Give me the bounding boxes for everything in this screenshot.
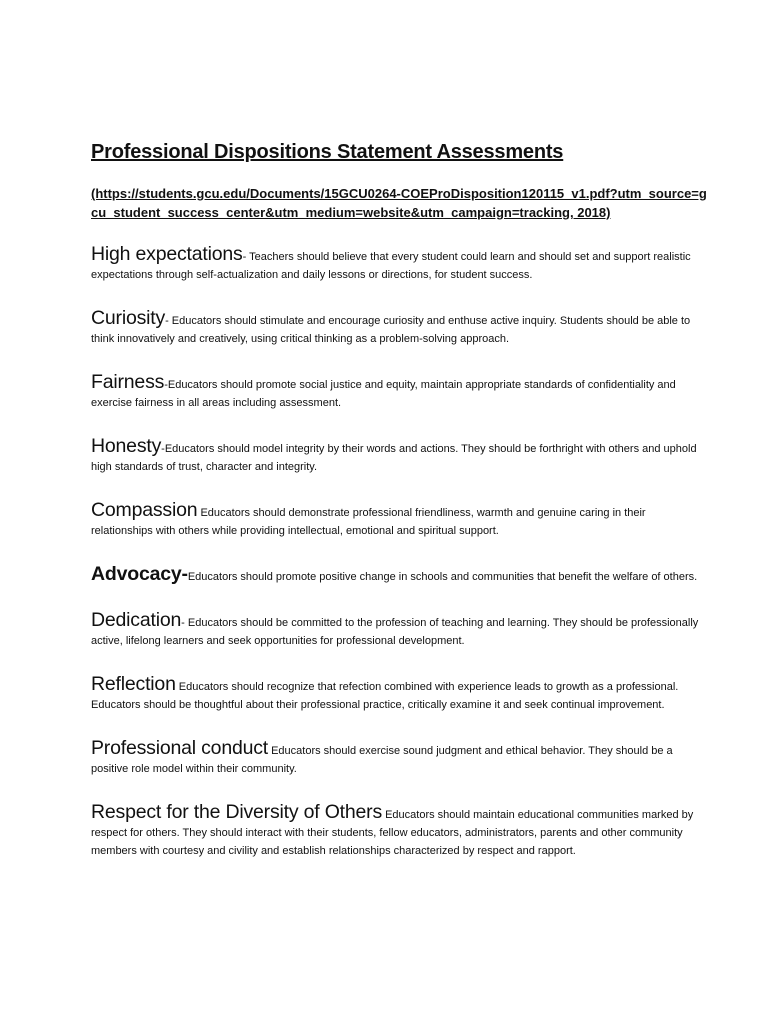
disposition-fairness: [91, 370, 708, 412]
disposition-separator: -: [161, 443, 165, 455]
disposition-description: Educators should stimulate and encourage curiosity and enthuse active inquiry. Students should be able to think innovatively and creatively, using critical thinking as a problem-solving approach.: [91, 315, 691, 345]
disposition-description: Teachers should believe that every student could learn and should set and support realistic expectations through self-actualization and daily lessons or directions, for student success.: [91, 251, 691, 281]
disposition-term: Fairness: [91, 371, 165, 393]
disposition-term: Dedication: [91, 609, 182, 631]
disposition-term: Curiosity: [91, 307, 166, 329]
disposition-separator: -: [242, 251, 250, 263]
disposition-description: Educators should maintain educational communities marked by respect for others. They should interact with their students, fellow educators, administrators, parents and other community members with courtesy and civility and establish relationships characterized by respect and rapport.: [91, 809, 694, 857]
disposition-curiosity: [91, 306, 708, 348]
disposition-term: Honesty: [91, 435, 162, 457]
disposition-description: Educators should recognize that refection combined with experience leads to growth as a professional. Educators should be thoughtful about their professional practice, critically examine it and seek continual improvement.: [91, 681, 679, 711]
disposition-dedication: [91, 608, 708, 650]
disposition-honesty: [91, 434, 708, 476]
disposition-separator: -: [181, 617, 188, 629]
disposition-term: Professional conduct: [91, 737, 269, 759]
disposition-term: Reflection: [91, 673, 176, 695]
disposition-description: Educators should demonstrate professional friendliness, warmth and genuine caring in their relationships with others while providing intellectual, emotional and spiritual support.: [91, 507, 646, 537]
disposition-description: Educators should promote positive change in schools and communities that benefit the welfare of others.: [187, 571, 698, 583]
disposition-separator: -: [164, 379, 168, 391]
disposition-term: Respect for the Diversity of Others: [91, 801, 383, 823]
disposition-description: Educators should promote social justice and equity, maintain appropriate standards of confidentiality and exercise fairness in all areas including assessment.: [91, 379, 676, 409]
disposition-respect-diversity: [91, 800, 708, 860]
disposition-compassion: [91, 498, 708, 540]
disposition-reflection: [91, 672, 708, 714]
disposition-high-expectations: [91, 242, 708, 284]
disposition-description: Educators should be committed to the profession of teaching and learning. They should be professionally active, lifelong learners and seek opportunities for professional development.: [91, 617, 699, 647]
disposition-term: Advocacy: [91, 563, 182, 585]
disposition-professional-conduct: [91, 736, 708, 778]
citation-link[interactable]: (https://students.gcu.edu/Documents/15GCU0264-COEProDisposition120115_v1.pdf?utm_source=gcu_student_success_center&utm_medium=website&utm_campaign=tracking, 2018): [91, 186, 707, 220]
disposition-advocacy: [91, 562, 708, 586]
document-title: Professional Dispositions Statement Assessments: [91, 141, 564, 163]
disposition-description: Educators should exercise sound judgment and ethical behavior. They should be a positive role model within their community.: [91, 745, 673, 775]
disposition-separator: -: [165, 315, 172, 327]
disposition-description: Educators should model integrity by their words and actions. They should be forthright with others and uphold high standards of trust, character and integrity.: [91, 443, 697, 473]
disposition-term: Compassion: [91, 499, 198, 521]
disposition-separator: -: [181, 563, 188, 585]
disposition-term: High expectations: [91, 243, 243, 265]
